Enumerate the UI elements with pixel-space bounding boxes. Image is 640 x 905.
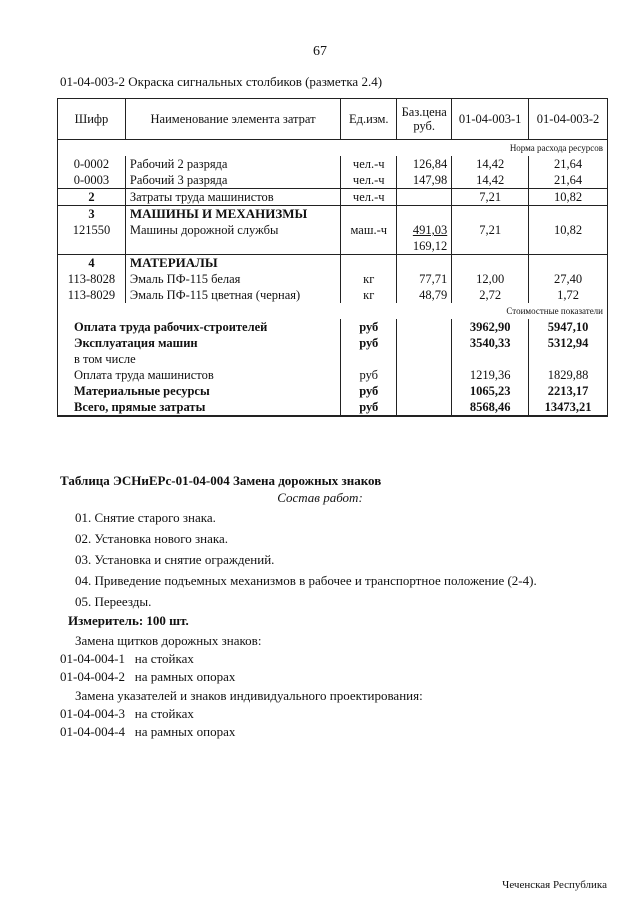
item-name: на рамных опорах [134, 724, 236, 739]
table-row [58, 238, 608, 255]
row-price: 48,79 [397, 287, 452, 303]
composition-label: Состав работ: [277, 490, 363, 505]
total-row [58, 319, 608, 335]
row-unit: кг [341, 271, 397, 287]
row-unit: чел.-ч [341, 189, 397, 206]
norm-label: Норма расхода ресурсов [58, 140, 608, 157]
total-unit: руб [341, 319, 397, 335]
total-name: в том числе [58, 351, 341, 367]
total-unit: руб [341, 383, 397, 399]
item-code: 01-04-004-1 [60, 651, 125, 666]
total-value-2: 13473,21 [529, 399, 608, 416]
section-code: 3 [58, 206, 126, 223]
cost-label-row [58, 303, 608, 319]
total-value-2: 1829,88 [529, 367, 608, 383]
row-price: 147,98 [397, 172, 452, 189]
section-title: Таблица ЭСНиЕРс-01-04-004 Замена дорожных знаков [60, 473, 382, 488]
total-name: Оплата труда рабочих-строителей [58, 319, 341, 335]
row-value-2: 1,72 [529, 287, 608, 303]
footer-region: Чеченская Республика [502, 879, 607, 891]
total-row [58, 367, 608, 383]
row-code: 2 [58, 189, 126, 206]
total-row [58, 383, 608, 399]
section-row [58, 255, 608, 272]
total-row [58, 351, 608, 367]
row-value-2: 21,64 [529, 172, 608, 189]
page-number: 67 [313, 44, 327, 59]
table-row [58, 189, 608, 206]
total-value-1: 8568,46 [452, 399, 529, 416]
row-unit: маш.-ч [341, 222, 397, 238]
section-code: 4 [58, 255, 126, 272]
table-caption: 01-04-003-2 Окраска сигнальных столбиков (разметка 2.4) [60, 74, 383, 89]
section-title: МАТЕРИАЛЫ [125, 255, 340, 272]
row-name: Затраты труда машинистов [125, 189, 340, 206]
resource-table [57, 98, 608, 417]
row-name: Эмаль ПФ-115 белая [125, 271, 340, 287]
row-unit: чел.-ч [341, 172, 397, 189]
row-price-secondary: 169,12 [397, 238, 452, 255]
norm-label-row [58, 140, 608, 157]
total-value-2: 5947,10 [529, 319, 608, 335]
total-name: Эксплуатация машин [58, 335, 341, 351]
row-price: 77,71 [397, 271, 452, 287]
item-name: на рамных опорах [134, 669, 236, 684]
row-value-1: 14,42 [452, 156, 529, 172]
row-unit: кг [341, 287, 397, 303]
row-value-1: 7,21 [452, 222, 529, 238]
table-row [58, 172, 608, 189]
group-item [60, 706, 194, 722]
row-value-1: 14,42 [452, 172, 529, 189]
item-name: на стойках [134, 651, 194, 666]
item-code: 01-04-004-2 [60, 669, 125, 684]
work-step: 03. Установка и снятие ограждений. [75, 552, 275, 567]
header-unit: Ед.изм. [341, 99, 397, 140]
total-name: Материальные ресурсы [58, 383, 341, 399]
row-name: Эмаль ПФ-115 цветная (черная) [125, 287, 340, 303]
row-value-2: 27,40 [529, 271, 608, 287]
row-name: Рабочий 2 разряда [125, 156, 340, 172]
group-item [60, 724, 235, 740]
work-step: 05. Переезды. [75, 594, 152, 609]
row-name: Рабочий 3 разряда [125, 172, 340, 189]
row-value-1: 7,21 [452, 189, 529, 206]
row-value-2: 10,82 [529, 222, 608, 238]
total-value-1: 1065,23 [452, 383, 529, 399]
cost-label: Стоимостные показатели [58, 303, 608, 319]
total-value-1: 3962,90 [452, 319, 529, 335]
row-code: 0-0003 [58, 172, 126, 189]
total-value-1: 1219,36 [452, 367, 529, 383]
total-unit: руб [341, 335, 397, 351]
item-code: 01-04-004-4 [60, 724, 125, 739]
work-step: 02. Установка нового знака. [75, 531, 229, 546]
row-price: 491,03 [397, 222, 452, 238]
total-value-1: 3540,33 [452, 335, 529, 351]
table-header-row [58, 99, 608, 140]
section-title: МАШИНЫ И МЕХАНИЗМЫ [125, 206, 340, 223]
row-value-1: 12,00 [452, 271, 529, 287]
header-name: Наименование элемента затрат [125, 99, 340, 140]
measure-unit: Измеритель: 100 шт. [68, 613, 189, 628]
total-name: Оплата труда машинистов [58, 367, 341, 383]
row-value-2: 10,82 [529, 189, 608, 206]
row-unit: чел.-ч [341, 156, 397, 172]
total-row [58, 335, 608, 351]
total-name: Всего, прямые затраты [58, 399, 341, 416]
table-row [58, 271, 608, 287]
row-value-1: 2,72 [452, 287, 529, 303]
section-row [58, 206, 608, 223]
total-unit: руб [341, 367, 397, 383]
table-row [58, 222, 608, 238]
table-row [58, 156, 608, 172]
work-step: 01. Снятие старого знака. [75, 510, 216, 525]
total-value-2: 2213,17 [529, 383, 608, 399]
group-item [60, 669, 235, 685]
header-code: Шифр [58, 99, 126, 140]
row-code: 0-0002 [58, 156, 126, 172]
row-name: Машины дорожной службы [125, 222, 340, 238]
row-code: 113-8028 [58, 271, 126, 287]
group-title: Замена указателей и знаков индивидуального проектирования: [75, 688, 423, 703]
header-price: Баз.цена руб. [397, 99, 452, 140]
total-value-2: 5312,94 [529, 335, 608, 351]
row-value-2: 21,64 [529, 156, 608, 172]
row-code: 113-8029 [58, 287, 126, 303]
header-col1: 01-04-003-1 [452, 99, 529, 140]
header-col2: 01-04-003-2 [529, 99, 608, 140]
row-code: 121550 [58, 222, 126, 238]
item-code: 01-04-004-3 [60, 706, 125, 721]
item-name: на стойках [134, 706, 194, 721]
total-unit: руб [341, 399, 397, 416]
work-step: 04. Приведение подъемных механизмов в рабочее и транспортное положение (2-4). [75, 573, 537, 588]
total-row [58, 399, 608, 416]
table-row [58, 287, 608, 303]
group-item [60, 651, 194, 667]
group-title: Замена щитков дорожных знаков: [75, 633, 262, 648]
row-price: 126,84 [397, 156, 452, 172]
